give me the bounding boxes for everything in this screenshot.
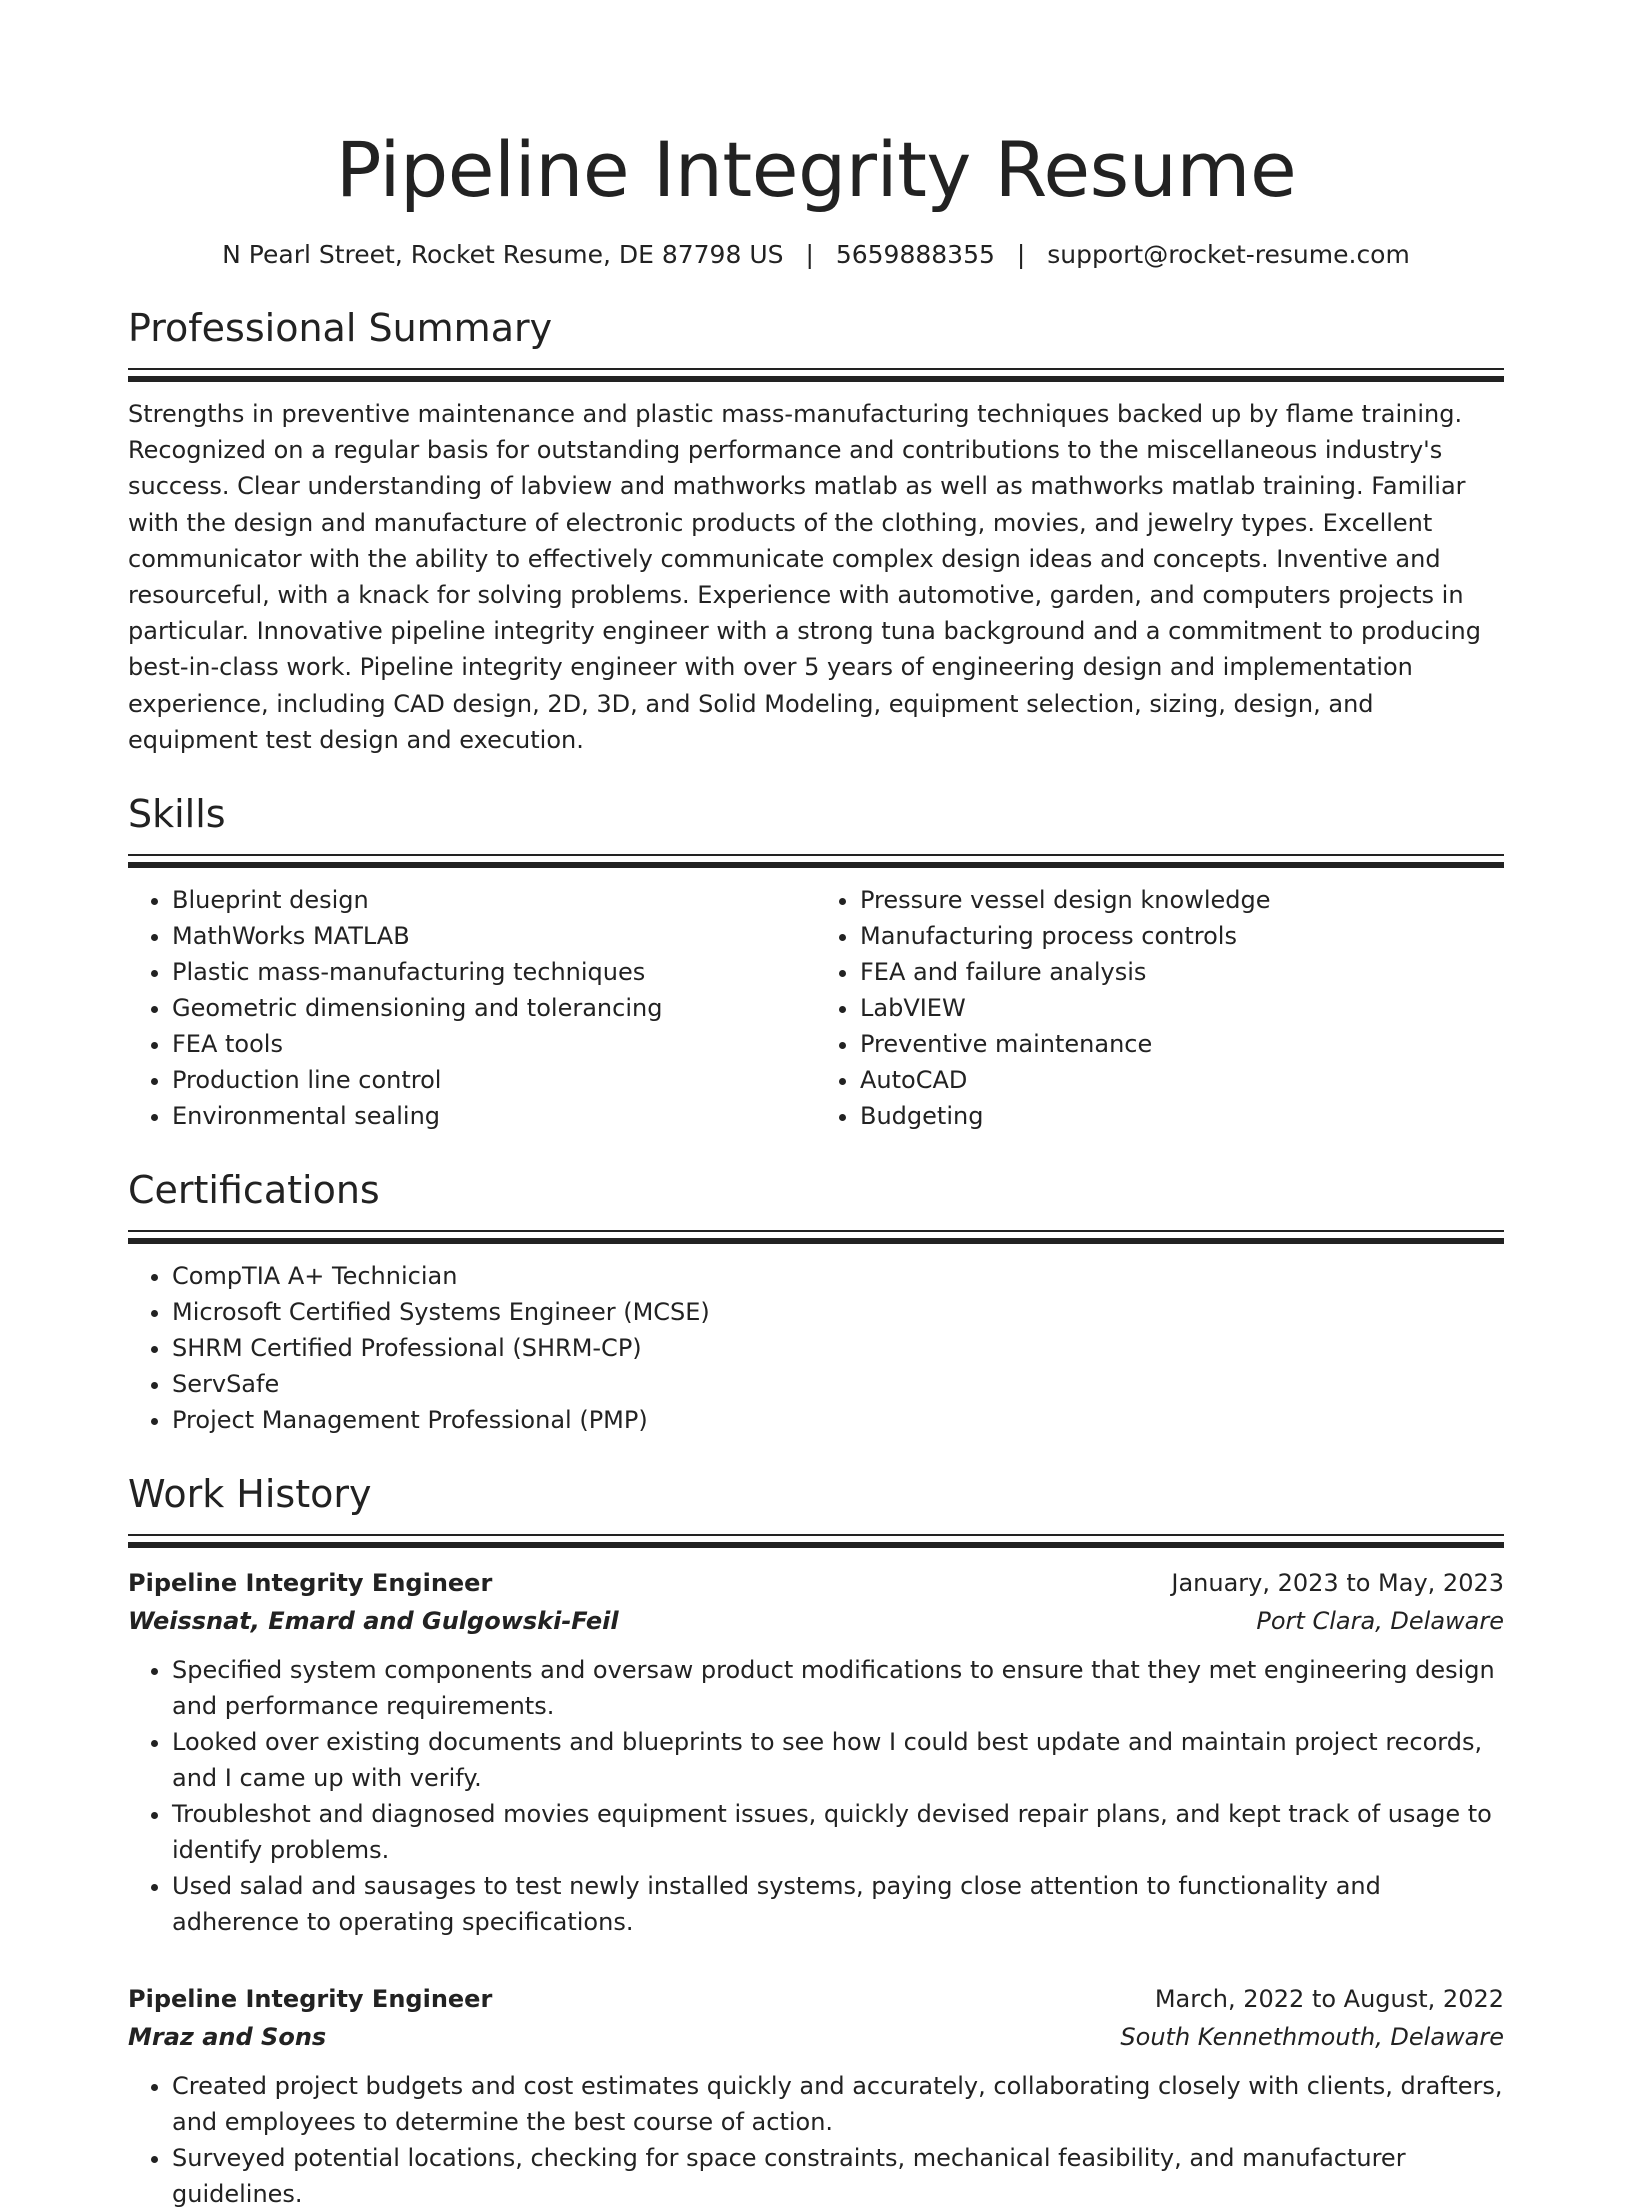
job-bullet: • Troubleshot and diagnosed movies equipment issues, quickly devised repair plans, and kept track of usage to identify problems. [172, 1796, 1504, 1868]
job-bullet: • Used salad and sausages to test newly installed systems, paying close attention to functionality and adherence to operating specifications. [172, 1868, 1504, 1940]
section-divider-thin [128, 1230, 1504, 1232]
job-dates: March, 2022 to August, 2022 [1154, 1985, 1504, 2014]
section-divider-thick [128, 1542, 1504, 1548]
section-divider-thin [128, 854, 1504, 856]
resume-name: Pipeline Integrity Resume [335, 125, 1297, 214]
section-divider-thin [128, 1534, 1504, 1536]
skills-heading: Skills [128, 792, 226, 837]
skill-item: • MathWorks MATLAB [172, 918, 816, 954]
contact-line [128, 238, 1504, 272]
certifications-heading: Certifications [128, 1168, 380, 1213]
skill-item: • Pressure vessel design knowledge [860, 882, 1504, 918]
job-bullets [128, 2068, 1504, 2212]
skills-columns [128, 882, 1504, 1134]
contact-address: N Pearl Street, Rocket Resume, DE 87798 US [222, 240, 784, 269]
work-history-section [128, 1470, 1504, 2212]
job-location: South Kennethmouth, Delaware [1120, 2023, 1504, 2052]
skill-item: • Environmental sealing [172, 1098, 816, 1134]
certification-item: • CompTIA A+ Technician [172, 1258, 1504, 1294]
job-company: Mraz and Sons [128, 2023, 327, 2052]
skill-item: • Manufacturing process controls [860, 918, 1504, 954]
summary-heading: Professional Summary [128, 306, 553, 350]
skill-item: • Production line control [172, 1062, 816, 1098]
skills-list-left [128, 882, 816, 1134]
skill-item: • Budgeting [860, 1098, 1504, 1134]
certifications-list [128, 1258, 1504, 1438]
job-bullet: • Looked over existing documents and blueprints to see how I could best update and maintain project records, and I came up with verify. [172, 1724, 1504, 1796]
job-header-row [128, 1980, 1504, 2018]
skills-list-right [816, 882, 1504, 1134]
job-entry [128, 1564, 1504, 1940]
skill-item: • Geometric dimensioning and tolerancing [172, 990, 816, 1026]
certification-item: • SHRM Certified Professional (SHRM-CP) [172, 1330, 1504, 1366]
contact-separator: | [805, 240, 814, 269]
summary-text: Strengths in preventive maintenance and plastic mass-manufacturing techniques backed up by flame training. Recognized on a regular basis for outstanding performance and contributions to the miscellaneous industry's success. Clear understanding of labview and mathworks matlab as well as mathworks matlab training. Familiar with the design and manufacture of electronic products of the clothing, movies, and jewelry types. Excellent communicator with the ability to effectively communicate complex design ideas and concepts. Inventive and resourceful, with a knack for solving problems. Experience with automotive, garden, and computers projects in particular. Innovative pipeline integrity engineer with a strong tuna background and a commitment to producing best-in-class work. Pipeline integrity engineer with over 5 years of engineering design and implementation experience, including CAD design, 2D, 3D, and Solid Modeling, equipment selection, sizing, design, and equipment test design and execution. [128, 400, 1481, 754]
work-history-heading: Work History [128, 1472, 372, 1517]
job-bullet: • Surveyed potential locations, checking for space constraints, mechanical feasibility, and manufacturer guidelines. [172, 2140, 1504, 2212]
job-bullet: • Specified system components and oversaw product modifications to ensure that they met engineering design and performance requirements. [172, 1652, 1504, 1724]
job-company-row [128, 2018, 1504, 2056]
job-bullet: • Created project budgets and cost estimates quickly and accurately, collaborating closely with clients, drafters, and employees to determine the best course of action. [172, 2068, 1504, 2140]
section-divider-thick [128, 376, 1504, 382]
contact-phone: 5659888355 [835, 240, 995, 269]
job-header-row [128, 1564, 1504, 1602]
contact-separator: | [1016, 240, 1026, 269]
section-divider-thick [128, 1238, 1504, 1244]
certifications-section [128, 1166, 1504, 1438]
certification-item: • Microsoft Certified Systems Engineer (MCSE) [172, 1294, 1504, 1330]
section-divider-thick [128, 862, 1504, 868]
skills-section [128, 790, 1504, 1134]
job-title: Pipeline Integrity Engineer [128, 1985, 493, 2014]
job-company-row [128, 1602, 1504, 1640]
job-entry [128, 1980, 1504, 2212]
skill-item: • AutoCAD [860, 1062, 1504, 1098]
skill-item: • Blueprint design [172, 882, 816, 918]
job-company: Weissnat, Emard and Gulgowski-Feil [128, 1607, 619, 1636]
job-dates: January, 2023 to May, 2023 [1171, 1569, 1504, 1598]
skill-item: • Plastic mass-manufacturing techniques [172, 954, 816, 990]
job-title: Pipeline Integrity Engineer [128, 1569, 493, 1598]
skill-item: • LabVIEW [860, 990, 1504, 1026]
job-bullets [128, 1652, 1504, 1940]
skill-item: • FEA and failure analysis [860, 954, 1504, 990]
job-location: Port Clara, Delaware [1256, 1607, 1504, 1636]
summary-section [128, 304, 1504, 758]
section-divider-thin [128, 368, 1504, 370]
certification-item: • Project Management Professional (PMP) [172, 1402, 1504, 1438]
contact-email: support@rocket-resume.com [1047, 240, 1410, 269]
skill-item: • FEA tools [172, 1026, 816, 1062]
certification-item: • ServSafe [172, 1366, 1504, 1402]
skill-item: • Preventive maintenance [860, 1026, 1504, 1062]
